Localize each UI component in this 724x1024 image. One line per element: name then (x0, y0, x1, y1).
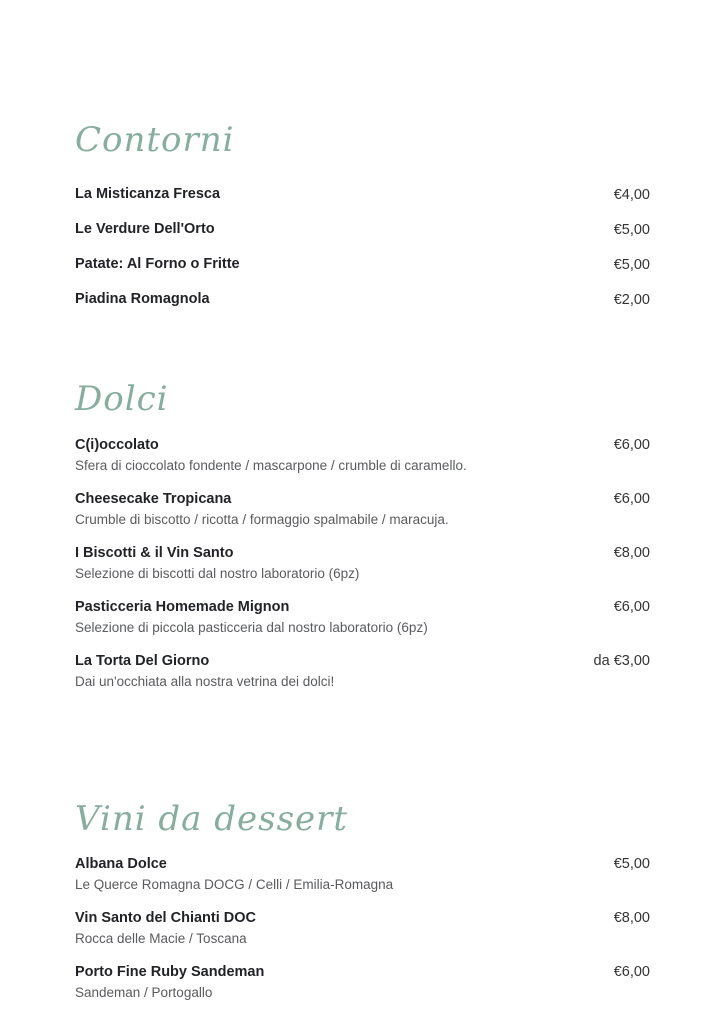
menu-item (75, 908, 650, 948)
item-price: €4,00 (613, 187, 650, 204)
item-name: La Misticanza Fresca (75, 186, 221, 203)
item-text (75, 854, 393, 894)
item-name: Porto Fine Ruby Sandeman (75, 964, 265, 981)
menu-item (75, 543, 650, 583)
item-text (75, 962, 264, 1002)
item-text (75, 489, 449, 529)
item-price: €6,00 (613, 964, 650, 981)
section-heading-contorni: Contorni (75, 120, 235, 160)
item-description: Rocca delle Macie / Toscana (75, 931, 247, 947)
menu-item (75, 489, 650, 529)
item-description: Crumble di biscotto / ricotta / formaggio spalmabile / maracuja. (75, 511, 449, 527)
item-description: Selezione di biscotti dal nostro laboratorio (6pz) (75, 565, 360, 581)
item-price: €6,00 (613, 598, 650, 615)
item-text (75, 597, 428, 637)
item-price: €2,00 (613, 292, 650, 309)
menu-item (75, 854, 650, 894)
menu-item (75, 185, 650, 205)
item-text (75, 651, 334, 691)
menu-item (75, 435, 650, 475)
item-name: Albana Dolce (75, 856, 167, 873)
item-name: La Torta Del Giorno (75, 652, 210, 669)
section-contorni-items (75, 185, 650, 310)
item-price: €5,00 (613, 856, 650, 873)
item-text (75, 543, 359, 583)
item-price: €5,00 (613, 222, 650, 239)
item-name: I Biscotti & il Vin Santo (75, 544, 234, 561)
menu-item (75, 255, 650, 275)
item-description: Selezione di piccola pasticceria dal nostro laboratorio (6pz) (75, 619, 428, 635)
menu-item (75, 220, 650, 240)
section-heading-vini-da-dessert: Vini da dessert (75, 798, 349, 839)
item-text (75, 435, 467, 475)
item-description: Sfera di cioccolato fondente / mascarpone / crumble di caramello. (75, 457, 467, 473)
item-description: Sandeman / Portogallo (75, 985, 213, 1001)
item-description: Dai un'occhiata alla nostra vetrina dei dolci! (75, 673, 335, 689)
item-price: €8,00 (613, 544, 650, 561)
item-name: C(i)occolato (75, 436, 159, 453)
item-name: Patate: Al Forno o Fritte (75, 256, 240, 273)
item-price: €5,00 (613, 257, 650, 274)
item-name: Le Verdure Dell'Orto (75, 221, 215, 238)
section-vini-items (75, 854, 650, 1002)
item-name: Piadina Romagnola (75, 291, 210, 308)
item-text (75, 908, 256, 948)
item-price: €8,00 (613, 910, 650, 927)
section-dolci-items (75, 435, 650, 691)
item-description: Le Querce Romagna DOCG / Celli / Emilia-Romagna (75, 877, 394, 893)
item-name: Vin Santo del Chianti DOC (75, 910, 256, 927)
item-price: €6,00 (613, 436, 650, 453)
section-heading-dolci: Dolci (75, 379, 169, 420)
item-price: da €3,00 (593, 652, 650, 669)
menu-item (75, 651, 650, 691)
item-name: Pasticceria Homemade Mignon (75, 598, 290, 615)
menu-item (75, 962, 650, 1002)
item-price: €6,00 (613, 490, 650, 507)
menu-item (75, 290, 650, 310)
item-name: Cheesecake Tropicana (75, 490, 232, 507)
menu-item (75, 597, 650, 637)
